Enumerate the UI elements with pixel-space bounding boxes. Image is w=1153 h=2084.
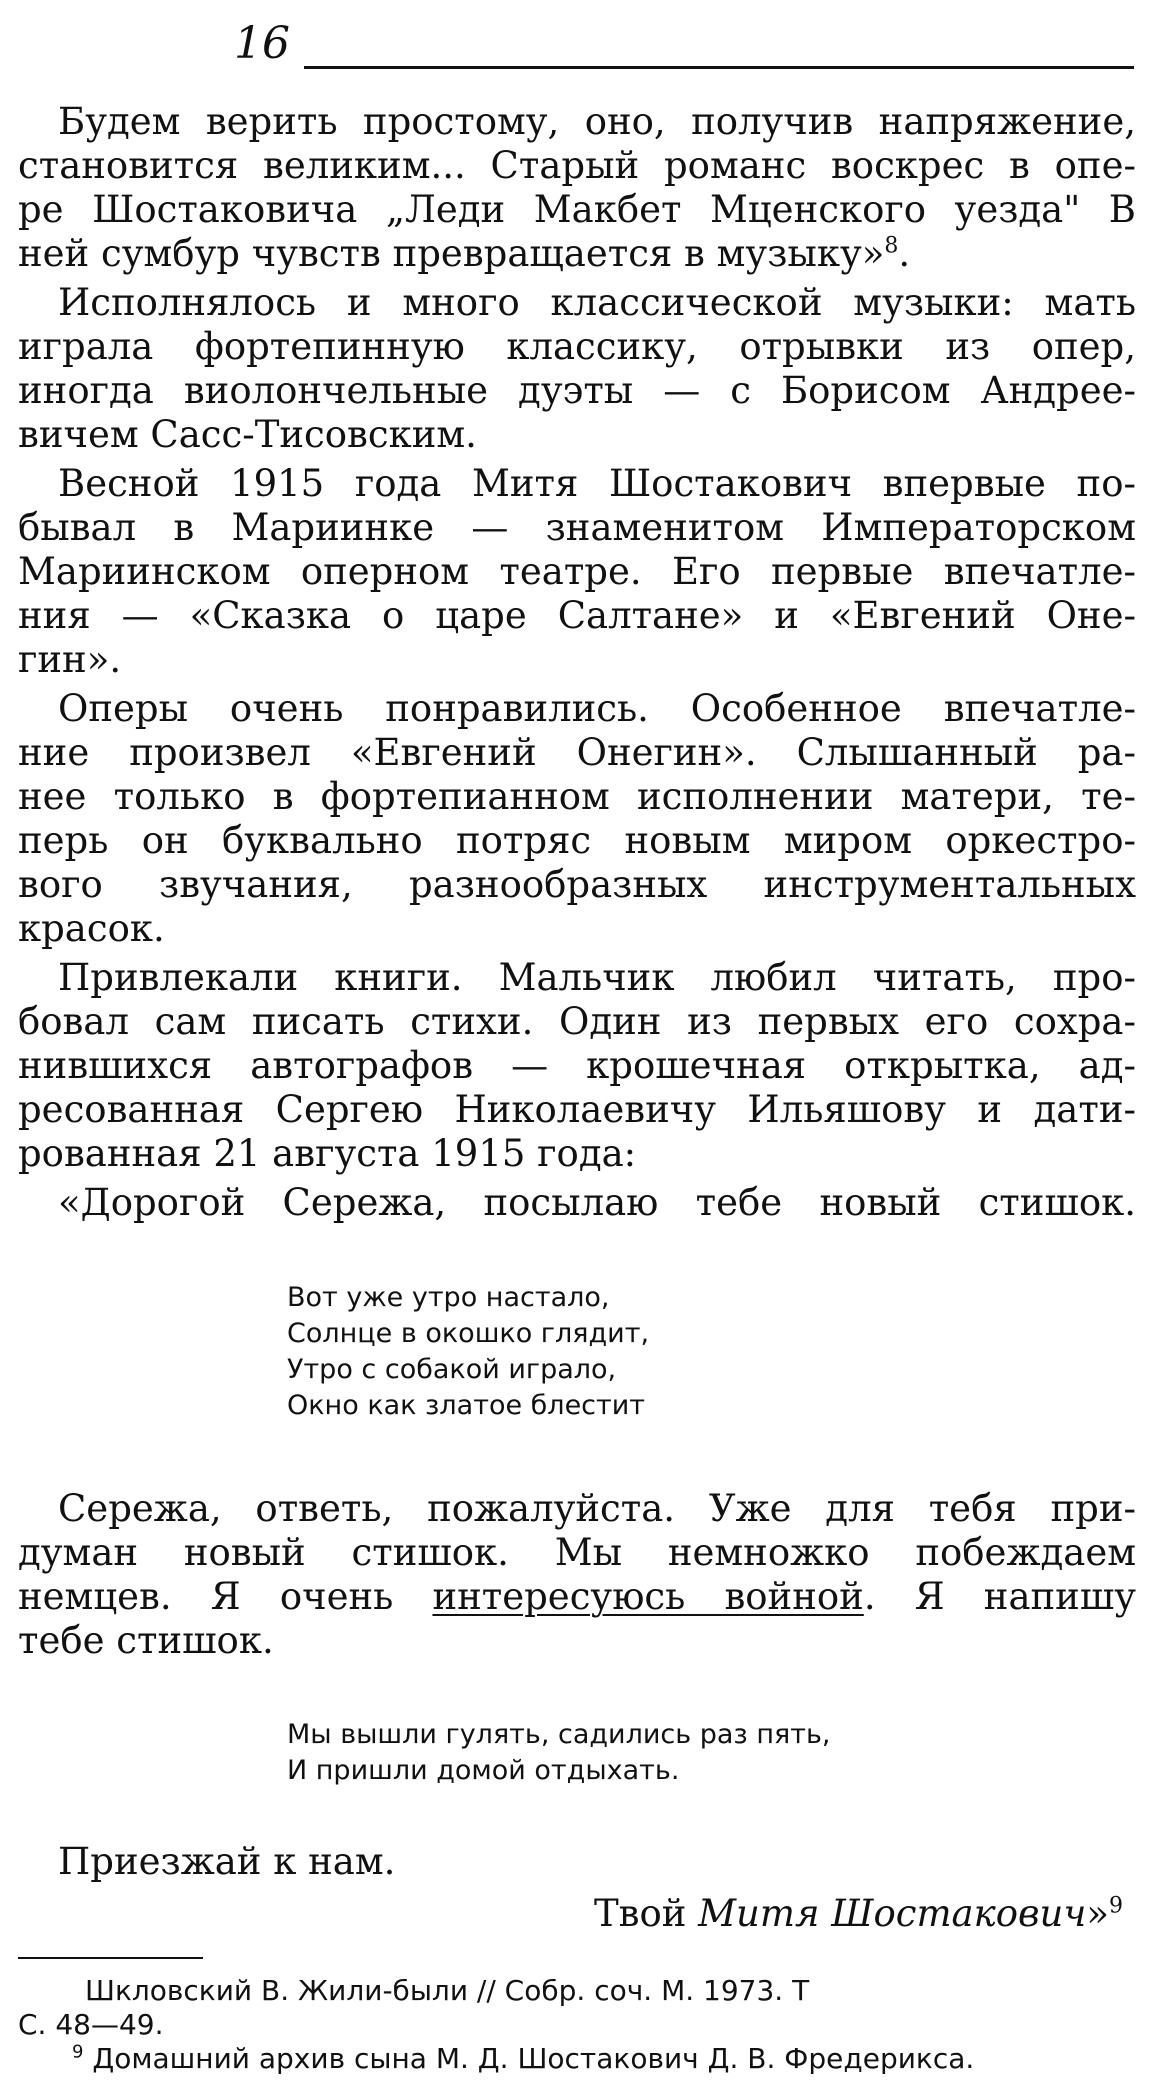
footnote-rule [18,1957,203,1959]
letter-line-1: Сережа, ответь, пожалуйста. Уже для тебя при- [58,1487,1136,1530]
page-header [234,18,1134,70]
closing-line: Приезжай к нам. [58,1840,396,1883]
footnote-8-line-1: Шкловский В. Жили-были // Собр. соч. М. 1973. Т [85,1974,810,2007]
header-rule [304,66,1134,69]
paragraph-3-line-2: бывал в Мариинке — знаменитом Императорском [18,506,1136,549]
footnote-ref-8: 8 [884,233,899,259]
paragraph-3-line-5: гин». [18,638,122,681]
paragraph-4-line-2: ние произвел «Евгений Онегин». Слышанный ра- [18,731,1136,774]
paragraph-5-line-2: бовал сам писать стихи. Один из первых его сохра- [18,1000,1136,1043]
footnote-9-mark: 9 [72,2041,84,2063]
paragraph-2-line-1: Исполнялось и много классической музыки: мать [58,281,1136,324]
footnote-9 [72,2042,974,2076]
paragraph-5-line-3: нившихся автографов — крошечная открытка, ад- [18,1044,1136,1087]
paragraph-5-line-5: рованная 21 августа 1915 года: [18,1132,637,1175]
page-number: 16 [234,18,290,69]
signature-quote: » [1086,1892,1109,1935]
poem-1-line-2: Солнце в окошко глядит, [287,1318,650,1349]
paragraph-1-line-4: ней сумбур чувств превращается в музыку»$^8$. [18,232,911,275]
footnote-8-line-2: С. 48—49. [18,2008,164,2041]
footnote-ref-9: 9 [1109,1893,1123,1919]
paragraph-3-line-1: Весной 1915 года Митя Шостакович впервые по- [58,462,1136,505]
signature [594,1892,1123,1936]
paragraph-1-line-3: ре Шостаковича „Леди Макбет Мценского уезда" В [18,188,1136,231]
paragraph-4-line-1: Оперы очень понравились. Особенное впечатле- [58,687,1136,730]
paragraph-4-line-4: перь он буквально потряс новым миром оркестро- [18,819,1136,862]
paragraph-1-line-2: становится великим... Старый романс воскрес в опе- [18,144,1136,187]
paragraph-1-line-4-text: ней сумбур чувств превращается в музыку» [18,232,885,275]
paragraph-3-line-4: ния — «Сказка о царе Салтане» и «Евгений Оне- [18,594,1136,637]
signature-name: Митя Шостакович [698,1892,1087,1935]
paragraph-3-line-3: Мариинском оперном театре. Его первые впечатле- [18,550,1136,593]
paragraph-1-line-1: Будем верить простому, оно, получив напряжение, [58,100,1136,143]
signature-prefix: Твой [593,1892,699,1935]
poem-1-line-1: Вот уже утро настало, [287,1282,610,1313]
poem-2-line-2: И пришли домой отдыхать. [287,1755,680,1786]
paragraph-4-line-6: красок. [18,907,165,950]
paragraph-5-line-4: ресованная Сергею Николаевичу Ильяшову и дати- [18,1088,1136,1131]
poem-1-line-3: Утро с собакой играло, [287,1354,617,1385]
paragraph-2-line-3: иногда виолончельные дуэты — с Борисом Андрее- [18,369,1136,412]
paragraph-5-line-1: Привлекали книги. Мальчик любил читать, про- [58,956,1136,999]
poem-1-line-4: Окно как златое блестит [287,1390,646,1421]
footnote-9-text: Домашний архив сына М. Д. Шостакович Д. В. Фредерикса. [83,2042,975,2075]
paragraph-4-line-5: вого звучания, разнообразных инструментальных [18,863,1136,906]
letter-line-4: тебе стишок. [18,1619,274,1662]
letter-line-3 [18,1575,1136,1619]
paragraph-4-line-3: нее только в фортепианном исполнении матери, те- [18,775,1136,818]
poem-2-line-1: Мы вышли гулять, садились раз пять, [287,1719,831,1750]
letter-line-3-start: немцев. Я очень [18,1575,433,1618]
underlined-phrase: интересуюсь войной [432,1575,864,1618]
paragraph-2-line-4: вичем Сасс-Тисовским. [18,413,477,456]
letter-line-3-end: . Я напишу [863,1575,1136,1618]
letter-opening-line: «Дорогой Сережа, посылаю тебе новый стишок. [58,1181,1136,1224]
letter-line-2: думан новый стишок. Мы немножко побеждаем [18,1531,1136,1574]
paragraph-2-line-2: играла фортепинную классику, отрывки из опер, [18,325,1136,368]
